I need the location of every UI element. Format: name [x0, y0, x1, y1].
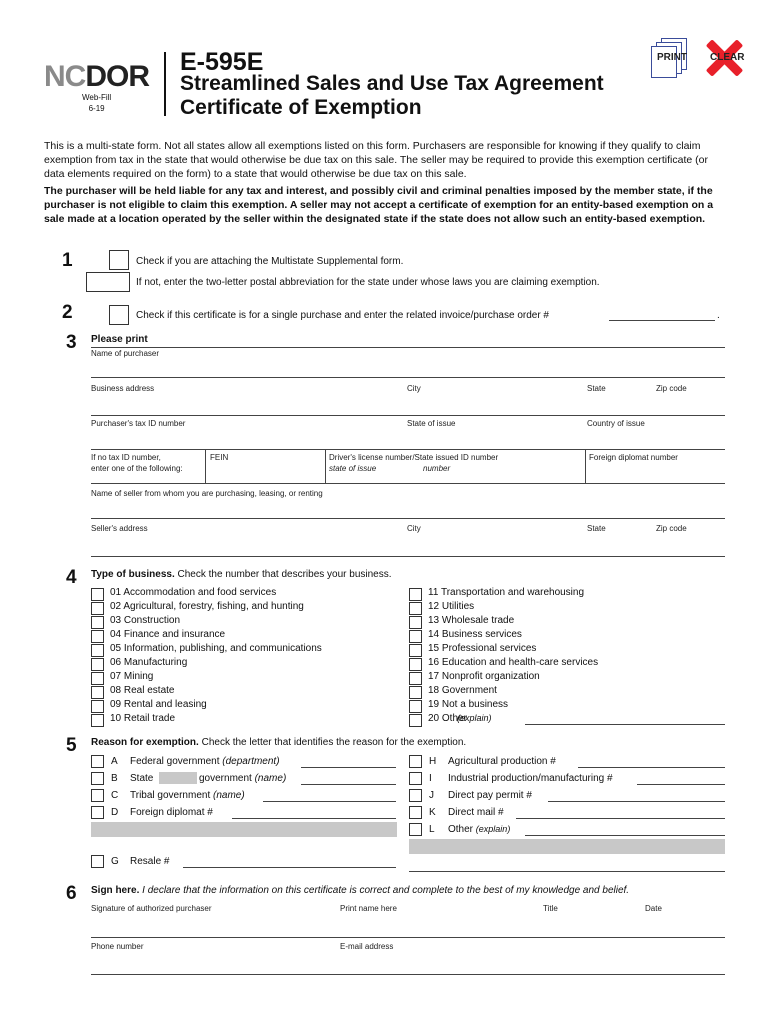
business-type-checkbox[interactable] [409, 658, 422, 671]
business-type-checkbox[interactable] [91, 672, 104, 685]
business-type-checkbox[interactable] [409, 616, 422, 629]
section-number: 1 [62, 250, 73, 271]
section-number: 5 [66, 735, 77, 756]
business-type-label: 20 Other [428, 713, 467, 724]
business-type-checkbox[interactable] [91, 588, 104, 601]
phone-email-input[interactable] [91, 958, 725, 970]
business-type-label: 12 Utilities [428, 601, 475, 612]
business-type-checkbox[interactable] [409, 700, 422, 713]
other-explain-line2[interactable] [409, 871, 725, 872]
business-type-label: 05 Information, publishing, and communications [110, 643, 322, 654]
business-type-label: 14 Business services [428, 629, 522, 640]
business-type-checkbox[interactable] [409, 672, 422, 685]
business-type-checkbox[interactable] [409, 686, 422, 699]
exemption-d-checkbox[interactable] [91, 806, 104, 819]
print-button[interactable]: PRINT [651, 38, 689, 78]
business-type-checkbox[interactable] [409, 714, 422, 727]
direct-mail-number-input[interactable] [516, 818, 725, 819]
exemption-k-checkbox[interactable] [409, 806, 422, 819]
industrial-production-number-input[interactable] [637, 784, 725, 785]
business-type-label: 18 Government [428, 685, 497, 696]
agricultural-production-number-input[interactable] [578, 767, 725, 768]
direct-pay-permit-input[interactable] [548, 801, 725, 802]
exemption-a-checkbox[interactable] [91, 755, 104, 768]
form-number: E-595E [180, 48, 264, 76]
business-type-label: 09 Rental and leasing [110, 699, 207, 710]
state-abbreviation-input[interactable] [86, 272, 130, 292]
ncdor-logo: NCDOR [44, 60, 150, 93]
liability-paragraph: The purchaser will be held liable for any tax and interest, and possibly civil and criminal penalties imposed by the member state, if the purchaser is not eligible to claim this exemption. A seller may not accept a certificate of exemption for an entity-based exemption on a sale made at a location operated by the seller within the designated state if the state does not allow such an entity-based exemption. [44, 185, 714, 225]
tribal-government-name-input[interactable] [263, 801, 396, 802]
business-type-checkbox[interactable] [91, 658, 104, 671]
shaded-area [409, 839, 725, 854]
federal-department-input[interactable] [301, 767, 396, 768]
business-address-input[interactable] [91, 399, 725, 411]
invoice-number-input[interactable] [609, 320, 715, 321]
business-type-checkbox[interactable] [91, 686, 104, 699]
business-type-label: 13 Wholesale trade [428, 615, 515, 626]
exemption-j-checkbox[interactable] [409, 789, 422, 802]
resale-number-input[interactable] [183, 867, 396, 868]
business-type-label: 15 Professional services [428, 643, 537, 654]
exemption-b-checkbox[interactable] [91, 772, 104, 785]
shaded-area [91, 822, 397, 837]
exemption-i-checkbox[interactable] [409, 772, 422, 785]
web-fill-version: Web-Fill 6-19 [82, 93, 112, 113]
purchaser-name-input[interactable] [91, 362, 725, 374]
business-type-checkbox[interactable] [409, 602, 422, 615]
state-name-input[interactable] [159, 772, 197, 784]
business-type-checkbox[interactable] [409, 644, 422, 657]
business-other-explain-input[interactable] [525, 724, 725, 725]
exemption-g-checkbox[interactable] [91, 855, 104, 868]
business-type-label: 17 Nonprofit organization [428, 671, 540, 682]
business-type-checkbox[interactable] [91, 616, 104, 629]
business-type-checkbox[interactable] [91, 714, 104, 727]
business-type-label: 03 Construction [110, 615, 181, 626]
tax-id-input[interactable] [91, 433, 725, 445]
form-title-line1: Streamlined Sales and Use Tax Agreement [180, 72, 604, 95]
business-type-checkbox[interactable] [409, 588, 422, 601]
exemption-c-checkbox[interactable] [91, 789, 104, 802]
intro-paragraph: This is a multi-state form. Not all states allow all exemptions listed on this form. Purchasers are responsible for knowing if they qualify to claim exemption from tax in the state that would otherwise be due tax on this sale. The seller may be required to provide this exemption certificate (or data elements required on the form) to a state that would otherwise be due tax on this sale. [44, 140, 708, 180]
clear-button[interactable]: CLEAR [702, 38, 746, 78]
business-type-label: 07 Mining [110, 671, 154, 682]
business-type-label: 04 Finance and insurance [110, 629, 226, 640]
business-type-checkbox[interactable] [91, 630, 104, 643]
other-explain-input[interactable] [525, 835, 725, 836]
section-number: 4 [66, 567, 77, 588]
business-type-label: 10 Retail trade [110, 713, 176, 724]
signature-input[interactable] [91, 920, 725, 932]
section-number: 6 [66, 883, 77, 904]
multistate-supplemental-checkbox[interactable] [109, 250, 129, 270]
business-type-checkbox[interactable] [409, 630, 422, 643]
business-type-label: 11 Transportation and warehousing [428, 587, 585, 598]
seller-name-input[interactable] [91, 503, 725, 515]
seller-address-input[interactable] [91, 539, 725, 551]
state-government-name-input[interactable] [301, 784, 396, 785]
business-type-label: 06 Manufacturing [110, 657, 188, 668]
foreign-diplomat-number-input[interactable] [232, 818, 396, 819]
business-type-checkbox[interactable] [91, 700, 104, 713]
single-purchase-checkbox[interactable] [109, 305, 129, 325]
explain-note: (explain) [457, 713, 492, 723]
business-type-label: 02 Agricultural, forestry, fishing, and hunting [110, 601, 304, 612]
business-type-label: 19 Not a business [428, 699, 509, 710]
section-number: 2 [62, 302, 73, 323]
business-type-label: 08 Real estate [110, 685, 175, 696]
business-type-label: 01 Accommodation and food services [110, 587, 277, 598]
form-title-line2: Certificate of Exemption [180, 96, 422, 119]
business-type-checkbox[interactable] [91, 644, 104, 657]
exemption-h-checkbox[interactable] [409, 755, 422, 768]
section-number: 3 [66, 332, 77, 353]
business-type-label: 16 Education and health-care services [428, 657, 599, 668]
exemption-l-checkbox[interactable] [409, 823, 422, 836]
header-divider [164, 52, 166, 116]
business-type-checkbox[interactable] [91, 602, 104, 615]
